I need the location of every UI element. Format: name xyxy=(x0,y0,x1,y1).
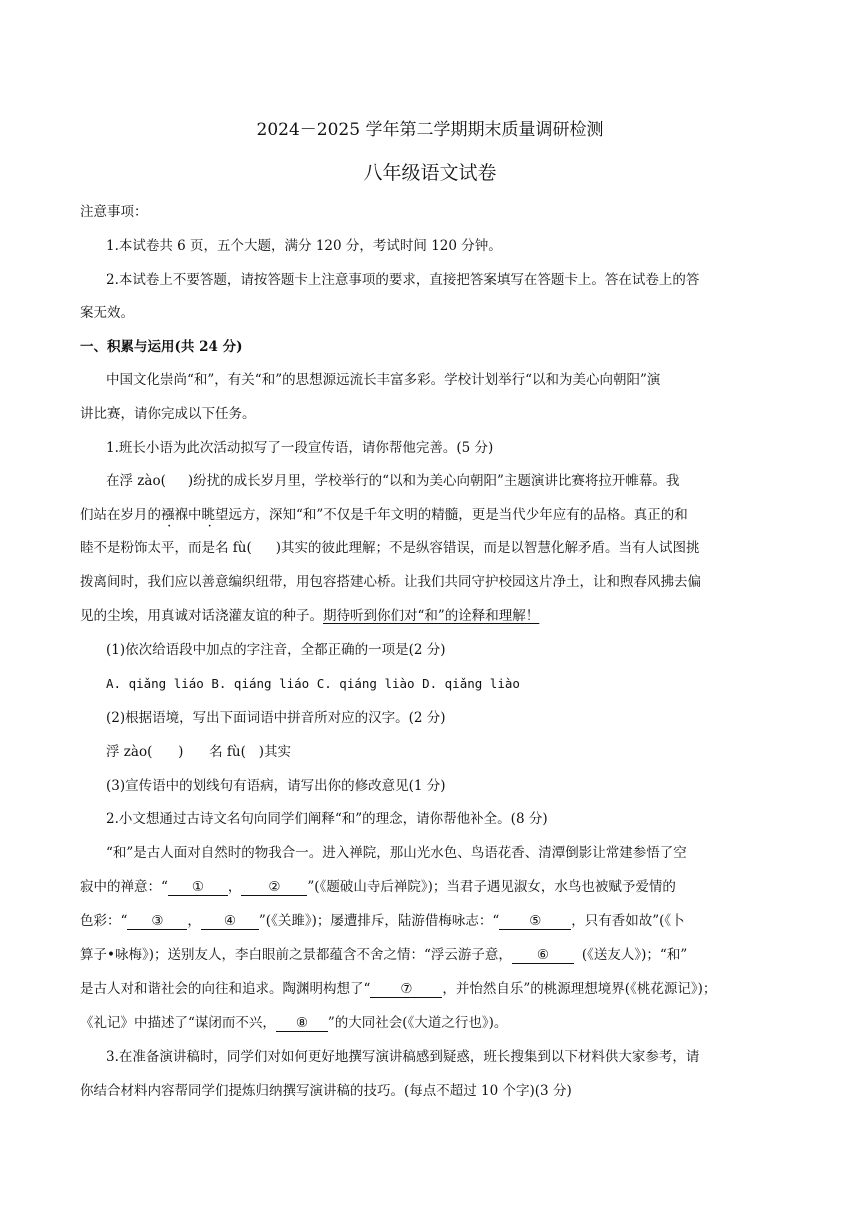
notice-item-2-line-1: 2.本试卷上不要答题，请按答题卡上注意事项的要求，直接把答案填写在答题卡上。答在试卷上的答 xyxy=(106,272,700,288)
dotted-char: 眺 xyxy=(201,507,215,523)
passage-text: ”(《题破山寺后禅院》)；当君子遇见淑女，水鸟也被赋予爱情的 xyxy=(307,879,676,895)
passage-text: 《礼记》中描述了“谋闭而不兴， xyxy=(80,1015,276,1031)
sub-question-3: (3)宣传语中的划线句有语病，请写出你的修改意见(1 分) xyxy=(106,778,446,794)
passage-text: ”的大同社会(《大道之行也》)。 xyxy=(327,1015,508,1031)
passage-line-5 xyxy=(80,606,539,626)
notice-label: 注意事项： xyxy=(80,204,148,220)
blank-8: ⑧ xyxy=(276,1015,328,1032)
passage-line-2 xyxy=(80,505,688,525)
passage-line-3 xyxy=(80,538,700,558)
blank-7: ⑦ xyxy=(370,981,442,998)
exam-subtitle: 八年级语文试卷 xyxy=(363,162,497,184)
notice-item-2-line-2: 案无效。 xyxy=(80,305,134,321)
passage-text: 算子•咏梅》)；送别友人，李白眼前之景都蕴含不舍之情：“浮云游子意， xyxy=(80,947,512,963)
passage-text: ”(《关雎》)；屡遭排斥，陆游借梅咏志：“ xyxy=(258,913,500,929)
section-1-heading: 一、积累与运用(共 24 分) xyxy=(80,339,243,355)
question-3-line-1: 3.在准备演讲稿时，同学们对如何更好地撰写演讲稿感到疑惑，班长搜集到以下材料供大家参考，请 xyxy=(106,1049,700,1065)
passage-text: 寂中的禅意：“ xyxy=(80,879,168,895)
sub-question-1: (1)依次给语段中加点的字注音，全都正确的一项是(2 分) xyxy=(106,642,446,658)
answer-options: A. qiǎng liáo B. qiáng liáo C. qiáng liào D. qiǎng liào xyxy=(106,676,520,691)
question-3-line-2: 你结合材料内容帮同学们提炼归纳撰写演讲稿的技巧。(每点不超过 10 个字)(3 分) xyxy=(80,1083,572,1099)
passage-text: ，只有香如故”(《卜 xyxy=(571,913,685,929)
poetry-line-4 xyxy=(80,945,687,965)
underlined-sentence: 期待听到你们对“和”的诠释和理解！ xyxy=(323,608,540,624)
blank-4: ④ xyxy=(201,913,259,930)
passage-text: ， xyxy=(227,879,242,895)
passage-text: 在浮 zào( xyxy=(106,473,166,489)
passage-text: 们站在岁月的 xyxy=(80,507,161,523)
passage-text: ， xyxy=(187,913,201,929)
passage-text: )纷扰的成长岁月里，学校举行的“以和为美心向朝阳”主题演讲比赛将拉开帷幕。我 xyxy=(187,473,680,489)
passage-text: ，并怡然自乐”的桃源理想境界(《桃花源记》)； xyxy=(442,981,717,997)
passage-text: 见的尘埃，用真诚对话浇灌友谊的种子。 xyxy=(80,608,323,624)
poetry-line-1: “和”是古人面对自然时的物我合一。进入禅院，那山光水色、鸟语花香、清潭倒影让常建参悟了空 xyxy=(106,845,687,861)
passage-text: 望远方，深知“和”不仅是千年文明的精髓，更是当代少年应有的品格。真正的和 xyxy=(215,507,688,523)
exam-title: 2024－2025 学年第二学期期末质量调研检测 xyxy=(256,120,604,140)
section-intro-line-1: 中国文化崇尚“和”，有关“和”的思想源远流长丰富多彩。学校计划举行“以和为美心向朝阳”演 xyxy=(106,372,661,388)
blank-5: ⑤ xyxy=(499,913,571,930)
passage-text: 睦不是粉饰太平，而是名 fù( xyxy=(80,540,252,556)
passage-text: )其实的彼此理解；不是纵容错误，而是以智慧化解矛盾。当有人试图挑 xyxy=(275,540,700,556)
sub-question-2: (2)根据语境，写出下面词语中拼音所对应的汉字。(2 分) xyxy=(106,710,446,726)
passage-line-1 xyxy=(106,471,679,491)
question-2-stem: 2.小文想通过古诗文名句向同学们阐释“和”的理念，请你帮他补全。(8 分) xyxy=(106,811,548,827)
passage-line-4: 拨离间时，我们应以善意编织纽带，用包容搭建心桥。让我们共同守护校园这片净土，让和煦春风拂去偏 xyxy=(80,574,701,590)
blank-2: ② xyxy=(241,879,307,896)
passage-text: 褓中 xyxy=(174,507,202,523)
section-intro-line-2: 讲比赛，请你完成以下任务。 xyxy=(80,406,256,422)
question-1-stem: 1.班长小语为此次活动拟写了一段宣传语，请你帮他完善。(5 分) xyxy=(106,440,494,456)
blank-6: ⑥ xyxy=(512,947,574,964)
poetry-line-3 xyxy=(80,911,685,931)
dotted-char: 襁 xyxy=(161,507,175,523)
sub-question-2-items: 浮 zào( ) 名 fù( )其实 xyxy=(106,744,291,760)
passage-text: 是古人对和谐社会的向往和追求。陶渊明构想了“ xyxy=(80,981,371,997)
passage-text: 色彩：“ xyxy=(80,913,128,929)
notice-item-1: 1.本试卷共 6 页，五个大题，满分 120 分，考试时间 120 分钟。 xyxy=(106,238,502,254)
blank-1: ① xyxy=(168,879,228,896)
poetry-line-5 xyxy=(80,979,716,999)
poetry-line-6 xyxy=(80,1013,507,1033)
poetry-line-2 xyxy=(80,877,676,897)
blank-3: ③ xyxy=(127,913,187,930)
passage-text: (《送友人》)；“和” xyxy=(581,947,688,963)
